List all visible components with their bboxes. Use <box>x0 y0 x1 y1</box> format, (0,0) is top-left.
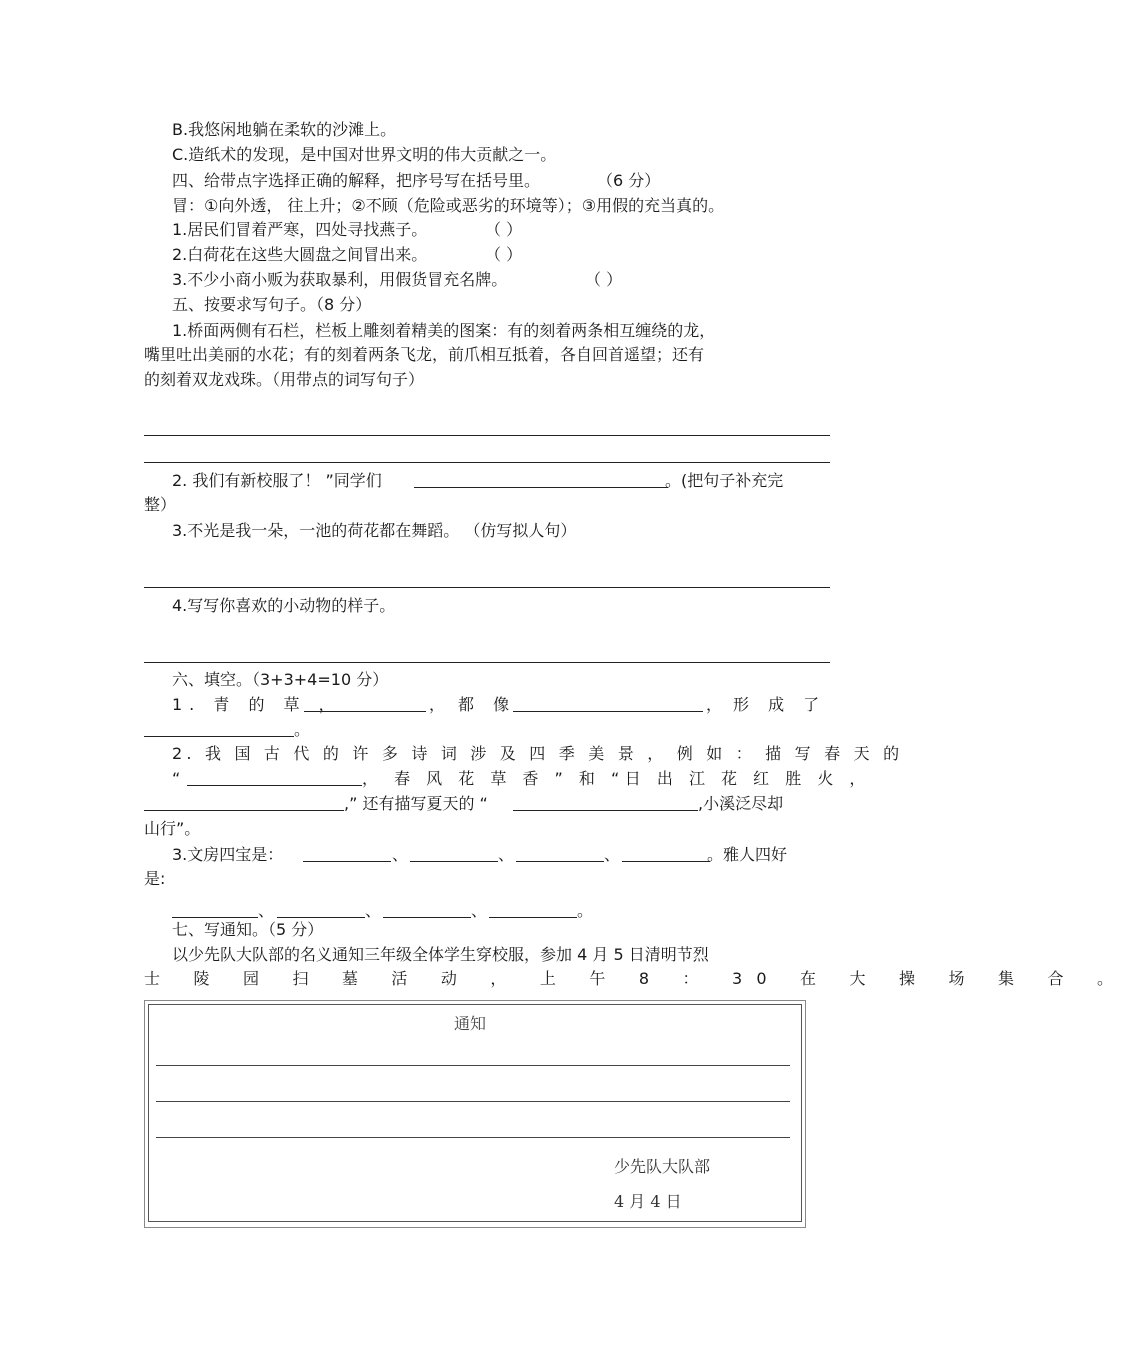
separator: 、 <box>471 901 488 920</box>
answer-line[interactable] <box>144 587 830 588</box>
notice-date: 4 月 4 日 <box>614 1192 682 1211</box>
notice-signature: 少先队大队部 <box>614 1157 711 1176</box>
question-6-3-start: 3.文房四宝是： <box>172 845 284 864</box>
answer-blank[interactable] <box>304 695 426 712</box>
question-6-2-wrap: 山行”。 <box>144 819 201 838</box>
section-5-title: 五、按要求写句子。（8 分） <box>172 295 372 314</box>
separator: 、 <box>258 901 275 920</box>
notice-writing-line[interactable] <box>156 1137 790 1138</box>
answer-paren-1[interactable]: （ ） <box>485 220 523 239</box>
question-6-3-wrap: 是: <box>144 869 166 888</box>
comma: ， <box>429 695 446 714</box>
question-5-4: 4.写写你喜欢的小动物的样子。 <box>172 596 396 615</box>
option-c: C.造纸术的发现，是中国对世界文明的伟大贡献之一。 <box>172 145 557 164</box>
answer-line[interactable] <box>144 435 830 436</box>
answer-blank[interactable] <box>383 901 471 918</box>
section-4-score: （6 分） <box>597 171 661 190</box>
answer-blank[interactable] <box>187 769 362 786</box>
question-5-1-line-3: 的刻着双龙戏珠。（用带点的词写句子） <box>144 370 425 389</box>
answer-blank[interactable] <box>144 720 294 737</box>
question-6-2-line-end: ,小溪泛尽却 <box>698 794 784 813</box>
answer-blank[interactable] <box>622 845 710 862</box>
question-4-1: 1.居民们冒着严寒，四处寻找燕子。 <box>172 220 428 239</box>
notice-writing-line[interactable] <box>156 1101 790 1102</box>
answer-blank[interactable] <box>410 845 498 862</box>
answer-blank[interactable] <box>172 901 258 918</box>
answer-blank[interactable] <box>513 695 703 712</box>
question-5-1-line-2: 嘴里吐出美丽的水花；有的刻着两条飞龙，前爪相互抵着，各自回首遥望；还有 <box>144 345 705 364</box>
separator: 、 <box>604 845 621 864</box>
question-6-1-start: 1. 青 的 草 ， <box>172 695 342 714</box>
notice-prompt-line-2: 士 陵 园 扫 墓 活 动 ， 上 午 8 ： 30 在 大 操 场 集 合 。 <box>144 969 1127 988</box>
answer-line[interactable] <box>144 662 830 663</box>
notice-box <box>148 1004 802 1222</box>
section-6-title: 六、填空。（3+3+4=10 分） <box>172 670 389 689</box>
notice-heading: 通知 <box>454 1014 487 1033</box>
answer-blank[interactable] <box>277 901 365 918</box>
question-6-2-line-1: 2. 我 国 古 代 的 许 多 诗 词 涉 及 四 季 美 景 ， 例 如 ： 描 写 春 天 的 <box>172 744 904 763</box>
comma: ， <box>706 695 723 714</box>
answer-blank[interactable] <box>414 471 668 488</box>
answer-paren-3[interactable]: （ ） <box>585 270 623 289</box>
option-b: B.我悠闲地躺在柔软的沙滩上。 <box>172 120 397 139</box>
notice-writing-line[interactable] <box>156 1065 790 1066</box>
separator: 、 <box>498 845 515 864</box>
question-6-1-mid: 都 像 <box>458 695 517 714</box>
question-6-3-end: 。雅人四好 <box>707 845 788 864</box>
question-5-2-wrap: 整） <box>144 495 177 514</box>
open-quote: “ <box>172 769 181 788</box>
answer-blank[interactable] <box>144 794 344 811</box>
answer-paren-2[interactable]: （ ） <box>485 245 523 264</box>
period: 。 <box>577 901 594 920</box>
answer-blank[interactable] <box>489 901 577 918</box>
question-6-2-poem: ， 春 风 花 草 香 ” 和 “日 出 江 花 红 胜 火 ， <box>362 769 871 788</box>
question-6-1-end: 形 成 了 <box>733 695 827 714</box>
question-5-2-end: 。(把句子补充完 <box>665 471 784 490</box>
period: 。 <box>294 720 311 739</box>
separator: 、 <box>392 845 409 864</box>
answer-line[interactable] <box>144 462 830 463</box>
section-7-title: 七、写通知。（5 分） <box>172 920 324 939</box>
answer-blank[interactable] <box>513 794 698 811</box>
question-4-3: 3.不少小商小贩为获取暴利，用假货冒充名牌。 <box>172 270 508 289</box>
definitions: 冒：①向外透， 往上升；②不顾（危险或恶劣的环境等）；③用假的充当真的。 <box>172 196 725 215</box>
question-5-3: 3.不光是我一朵，一池的荷花都在舞蹈。 （仿写拟人句） <box>172 521 577 540</box>
question-6-2-summer: ,” 还有描写夏天的 “ <box>344 794 488 813</box>
section-4-title: 四、给带点字选择正确的解释，把序号写在括号里。 <box>172 171 541 190</box>
separator: 、 <box>365 901 382 920</box>
notice-prompt-line-1: 以少先队大队部的名义通知三年级全体学生穿校服，参加 4 月 5 日清明节烈 <box>172 945 709 964</box>
question-5-1-line-1: 1.桥面两侧有石栏，栏板上雕刻着精美的图案：有的刻着两条相互缠绕的龙， <box>172 321 716 340</box>
question-4-2: 2.白荷花在这些大圆盘之间冒出来。 <box>172 245 428 264</box>
answer-blank[interactable] <box>303 845 391 862</box>
question-5-2-start: 2. 我们有新校服了！ ”同学们 <box>172 471 382 490</box>
answer-blank[interactable] <box>516 845 604 862</box>
